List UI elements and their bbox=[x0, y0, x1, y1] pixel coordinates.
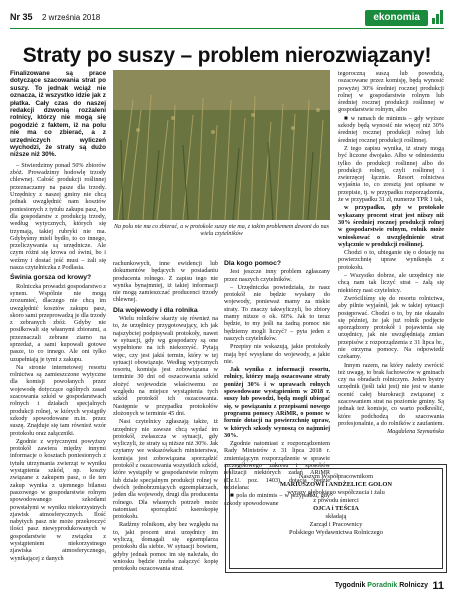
article-title: Straty po suszy – problem nierozwiązany! bbox=[22, 44, 432, 67]
paragraph: Na stronie internetowej resortu rolnictwa są zamieszczone wytyczne dla komisji powołanych przez wojewodę dotyczące ogólnych zasad szacowania szkód w gospodarstwach rolnych i działach specjalnych produkcji rolnej, w których wystąpiły szkody spowodowane m.in. przez suszę. Znajduje się tam również wzór protokołu oraz załączniki. bbox=[10, 363, 106, 437]
subheading: Dla wojewody i dla rolnika bbox=[113, 306, 198, 314]
condolence-line: Zarząd i Pracownicy bbox=[309, 521, 363, 528]
condolence-line: Naszym Współpracownikom bbox=[298, 473, 374, 480]
paragraph: Radźmy rolnikom, aby bez względu na to, jaki procent strat urzędnicy im wyliczą, domagali się egzemplarza protokołu dla siebie. W sytuacji bowiem, gdyby jednak pomoc im się należała, do wniosku będzie trzeba załączyć kopię protokołu oszacowania strat. bbox=[113, 521, 218, 573]
paragraph: Wielu rolników skarży się również na to, że urzędnicy przygotowujący, ich jak najszybciej podpisywali protokoły, nawet w sytuacji, gdy wg gospodarzy są one wypełnione na ich niekorzyść. Pytają więc, czy jest jakiś termin, który w tej sytuacji obowiązuje. Według wytycznych resortu, komisja jest zobowiązana w terminie 30 dni od oszacowania szkód złożyć wojewodzie właściwemu ze względu na miejsce wystąpienia tych szkód protokół ich oszacowania. Następnie w przypadku protokołów złożonych w terminie 45 dni. bbox=[113, 315, 218, 417]
subheading: Dla kogo pomoc? bbox=[224, 260, 282, 267]
section-label: ekonomia bbox=[365, 10, 428, 26]
page-footer bbox=[0, 578, 454, 596]
dry-field-image bbox=[113, 70, 330, 220]
publication-logo: Tygodnik Poradnik Rolniczy bbox=[334, 582, 428, 589]
paragraph: Przepisy nie wskazują, jakie protokoły mają być wysyłane do wojewody, a jakie nie. bbox=[224, 343, 330, 365]
condolence-line: Polskiego Wydawnictwa Rolniczego bbox=[289, 529, 383, 536]
paragraph: Zgodnie natomiast z rozporządzeniem Rady Ministrów z 31 lipca 2018 r. zmieniającym rozporządzenie w sprawie szczegółowego zakresu i sposobów realizacji niektórych zadań ARiMR (Dz.U. poz. 1403), dotacja będzie udzielana: bbox=[224, 440, 330, 491]
article-lead: Finalizowane są prace dotyczące szacowania strat po suszy. To jednak wciąż nie oznacza, iż wszystko idzie jak z płatka. Cały czas do naszej redakcji dzwonią rozżaleni rolnicy, którzy nie mogą się pogodzić z faktem, iż na polu nie ma co zbierać, a z urzędniczych wyliczeń wychodzi, że straty są dużo niższe niż 30%. bbox=[10, 70, 106, 159]
issue-number: Nr 35 bbox=[10, 12, 33, 22]
list-item: ■ pola do minimis – w przypadku, gdy szkody spowodowane bbox=[224, 492, 330, 507]
paragraph: Zwróciliśmy się do resortu rolnictwa, aby pilnie wyjaśnił, jak w takiej sytuacji postępować. Chodzi o to, by nie okazało się później, że jak już rolnik podjęcie sporządzony protokół i pojawienia się urzędnicy, jak nie uwzględniają zmian przepisów z rozporządzenia z 31 lipca br., nie otrzyma pomocy. Na odpowiedź czekamy. bbox=[338, 294, 444, 361]
paragraph: Nasi czytelnicy zgłaszają także, iż urzędnicy nie zawsze chcą wydać im protokół, zwłaszcza w sytuacji, gdy wyliczyli, że straty są niższe niż 30%. Jak czytamy we wskazówkach ministerstwa, komisja jest zobowiązana sporządzić protokół z oszacowania wszystkich szkód, które wystąpiły w gospodarstwie rolnym lub dziale specjalnym produkcji rolnej w dwóch jednobrzmiących egzemplarzach, jeden dla wojewody, drugi dla producenta rolnego. Dla własnych potrzeb może natomiast sporządzić kserokopię protokołu. bbox=[113, 418, 218, 521]
list-item-text: w ramach de minimis – gdy wyższe szkody będą wynosić nie więcej niż 30% średniej rocznej produkcji rolnej lub średniej rocznej produkcji roślinnej. bbox=[338, 114, 444, 144]
paragraph: rachunkowych, inne ewidencji lub dokumentów będących w posiadaniu producenta rolnego. Z zapisu tego nie wynika bynajmniej, iż takiej informacji nie mogą zamieszczać producenci trzody chlewnej. bbox=[113, 260, 218, 304]
photo-caption: Na polu nie ma co zbierać, a w protokole suszy nie ma, z takim problemem dzwoni do nas wielu czytelników bbox=[113, 224, 330, 238]
issue-date: 2 września 2018 bbox=[42, 13, 101, 22]
bar-chart-icon bbox=[432, 10, 444, 24]
column-1 bbox=[10, 70, 106, 563]
page-header bbox=[10, 8, 444, 30]
paragraph: Zgodnie z wytycznymi powyższy protokół zawiera między innymi informacje o kosztach poniesionych z tytułu utrzymania zwierząt w wyniku wystąpienia szkód, np. koszty związane z zakupem pasz, o ile ten zakup wynika z ujemnego bilansu paszowego w gospodarstwie rolnym spowodowanego szkodami powstałymi w wyniku niekorzystnych zjawisk atmosferycznych. Ilość nabytych pasz nie może przekroczyć ilości pasz niewyprodukowanych w gospodarstwie w związku z wystąpieniem niekorzystnego zjawiska atmosferycznego, wynikającej z danych bbox=[10, 437, 106, 562]
header-rule bbox=[10, 28, 444, 29]
paragraph: Chodzi o to, ubieganie się o dotację na powierzchnię upraw wyniknęła z protokołu. bbox=[338, 249, 444, 271]
paragraph: Innym razem, na który należy zwrócić też uwagę, to brak fachowców w gminach czy na obradach rolniczym. Jeden bystry urzędnik (jeśli taki jest) nie jest w stanie ocenić całej biurokracji związanej z szacowaniem strat na poziomie gminy. Są jednak też komisje, co warto podkreślić, które podchodzą do szacowania profesjonalnie, a do rolników z zaufaniem. bbox=[338, 361, 445, 427]
subheading: Świnia gorsza od krowy? bbox=[10, 274, 92, 282]
paragraph: – Urzędniczka powiedziała, że nasz protokół nie będzie wysłany do wojewody, ponieważ mamy za niskie straty. To znaczy takwyliczyli, bo zbiory mamy niższe o ok. 60%. Jak to teraz będzie, to my jeśli na żadną pomoc nie będziemy mogli liczyć? – pyta jeden z naszych czytelników. bbox=[224, 283, 330, 342]
condolence-line: składają bbox=[325, 513, 347, 520]
condolence-names: MARIUSZOWI i ANDŻELICE GOLON bbox=[279, 481, 393, 488]
condolence-deceased: OJCA i TEŚCIA bbox=[313, 505, 359, 512]
column-2 bbox=[113, 260, 218, 573]
paragraph: tegoroczną suszą lub powodzią, oszacowane przez komisję, będą wynosić powyżej 30% średniej rocznej produkcji rolnej w gospodarstwie rolnym lub średniej rocznej produkcji roślinnej w gospodarstwie rolnym, albo bbox=[338, 70, 444, 114]
list-item-text: pola do minimis – w przypadku, gdy szkody spowodowane bbox=[224, 492, 330, 507]
condolence-line: z powodu śmierci bbox=[313, 497, 359, 504]
condolence-box bbox=[225, 464, 447, 573]
list-item: ■ w ramach de minimis – gdy wyższe szkody będą wynosić nie więcej niż 30% średniej rocznej produkcji rolnej lub średniej rocznej produkcji roślinnej. bbox=[338, 114, 444, 144]
paragraph-bold: w przypadku, gdy w protokole wykazany procent strat jest niższy niż 30% średniej rocznej produkcji rolnej w gospodarstwie rolnym, rolnik może wnioskować o uwzględnienie strat wyłącznie w produkcji roślinnej. bbox=[338, 204, 444, 248]
column-4 bbox=[338, 70, 444, 437]
paragraph: Rolniczka prowadzi gospodarstwo z synem. Wspólnie nie mogą zrozumieć, dlaczego nie chcą im uwzględnić kosztów zakupu pasz, skoro sami przeprowadzą je dla trzody z zebranych zbóż. Gdyby nie posiłkowali się własnymi zbiorami, a przeznaczali zebrane ziarno na sprzedaż, a sami kupowali gotowe pasze, to co innego. Ale oni tylko uzupełniają je tymi z zakupu. bbox=[10, 282, 106, 363]
paragraph-bold: Jak wynika z informacji resortu, rolnicy, którzy mają oszacowane straty poniżej 30% i w uprawach rolnych spowodowane wystąpieniem w 2018 r. suszy lub powodzi, będą mogli ubiegać się, w powiązaniu z przepisami nowego programu pomocy ARiMR, o pomoc w formie dotacji na powierzchnię upraw, w których szkody wynoszą co najmniej 30%. bbox=[224, 366, 330, 439]
paragraph: – Wszystko dobrze, ale urzędnicy nie chcą nam tak liczyć strat – żalą się niektórzy nasi czytelnicy. bbox=[338, 272, 444, 294]
page-number: 11 bbox=[432, 580, 444, 592]
author-signature: Magdalena Szymańska bbox=[387, 428, 444, 436]
paragraph: Jest jeszcze inny problem zgłaszany przez naszych czytelników. bbox=[224, 268, 330, 283]
paragraph: Z tego zapisu wynika, iż straty mogą być liczone dwojako. Albo w odniesieniu tylko do produkcji roślinnej albo do produkcji rolnej, czyli roślinnej i zwierzęcej łącznie. Resort rolnictwa wyjaśnia to, co zresztą jest opisane w przepisie, tj. w przypadku rozporządzenia, że w przypadku 31 zł, numerze TPR 1 tak, bbox=[338, 144, 444, 204]
condolence-line: wyrazy głębokiego współczucia i żalu bbox=[287, 489, 385, 496]
field-photo bbox=[113, 70, 330, 220]
paragraph: – Stwierdzimy ponad 50% zbiorów zbóż. Prowadzimy hodowlę trzody chlewnej. Całość produkcji roślinnej przeznaczamy na pasze dla trzody. Urzędnicy z naszej gminy nie chcą jednak uwzględnić nam kosztów poniesionych z tytułu zakupu pasz, bo dla gospodarstw z produkcją trzody, według wytycznych, których się trzymają, takiej rubryki nie ma. Gdybyśmy mieli bydło, to co innego, przeliczywania są urzędnicze. Ale czym różni się krowa od świni, bo i weźmy i dostać jeść musi – żali się nasza czytelniczka z Podlasia. bbox=[10, 161, 106, 272]
